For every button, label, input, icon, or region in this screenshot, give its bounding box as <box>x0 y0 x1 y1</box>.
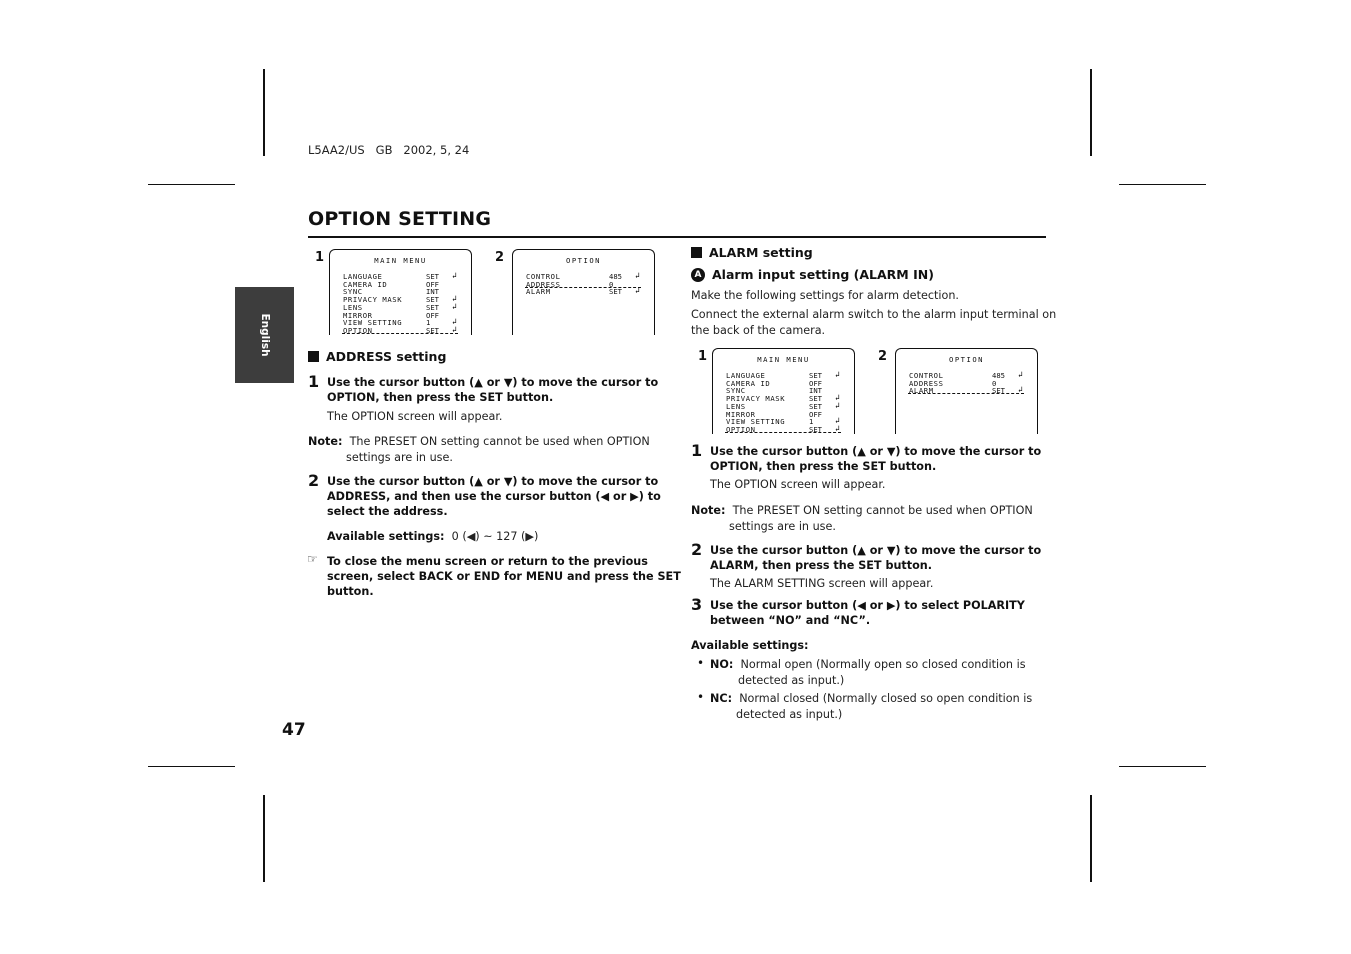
alarm-input-heading: A Alarm input setting (ALARM IN) <box>691 267 934 282</box>
screen-row-value: SET <box>809 371 822 380</box>
screen-row-value: SET <box>809 401 822 411</box>
screen-row-value: SET <box>426 272 439 281</box>
screen-row-label: CONTROL <box>526 272 561 281</box>
screen-row-value: OFF <box>426 279 439 289</box>
screen-row-label: CAMERA ID <box>726 378 771 388</box>
step-number: 2 <box>691 540 703 559</box>
crop-mark <box>263 69 265 156</box>
screen-row-label: LANGUAGE <box>726 371 766 380</box>
tip-text: To close the menu screen or return to the previous screen, select BACK or END for MENU and press the SET button. <box>327 555 681 598</box>
step-number: 1 <box>691 441 703 460</box>
cursor-highlight <box>725 423 841 433</box>
alarm-setting-heading: ALARM setting <box>691 245 813 260</box>
return-arrow-icon: ↲ <box>635 286 640 296</box>
screen-row-label: PRIVACY MASK <box>726 394 786 404</box>
screen-row-value: 485 <box>609 272 622 281</box>
step-number: 3 <box>691 595 703 614</box>
setting-option-nc: NC: Normal closed (Normally closed so open condition is detected as input.) <box>710 692 1033 721</box>
return-arrow-icon: ↲ <box>635 271 640 280</box>
crop-mark <box>148 766 235 767</box>
screen-row-label: CONTROL <box>909 371 944 380</box>
screen-row-value: SET <box>809 424 822 434</box>
pointing-hand-icon: ☞ <box>307 552 318 566</box>
main-menu-screen <box>712 348 855 434</box>
crop-mark <box>148 184 235 185</box>
page-number: 47 <box>282 720 306 740</box>
circled-a-icon: A <box>691 268 705 282</box>
option-screen-address <box>512 249 655 335</box>
screen-row-value: SET <box>609 287 622 297</box>
screen-row-label: ADDRESS <box>526 279 561 289</box>
screen-row-label: SYNC <box>343 287 363 297</box>
screen-row-value: OFF <box>426 310 439 320</box>
return-arrow-icon: ↲ <box>452 301 457 311</box>
screen-row-value: OFF <box>809 378 822 388</box>
return-arrow-icon: ↲ <box>835 416 840 426</box>
screen-row-value: 485 <box>992 371 1005 380</box>
return-arrow-icon: ↲ <box>835 393 840 403</box>
return-arrow-icon: ↲ <box>452 271 457 280</box>
screen-title: OPTION <box>566 256 601 265</box>
step-instruction: Use the cursor button (▲ or ▼) to move the cursor to OPTION, then press the SET button. <box>710 445 1042 473</box>
crop-mark <box>1119 766 1206 767</box>
screen-row-label: ALARM <box>526 287 551 297</box>
screen-row-value: INT <box>809 386 822 396</box>
screen-row-label: MIRROR <box>343 310 373 320</box>
cursor-highlight <box>342 324 458 334</box>
screen-row-label: ADDRESS <box>909 378 944 388</box>
step-instruction: Use the cursor button (◀ or ▶) to select POLARITY between “NO” and “NC”. <box>710 599 1025 627</box>
title-rule <box>308 236 1046 238</box>
step-result: The OPTION screen will appear. <box>710 478 886 491</box>
step-number: 1 <box>308 372 320 391</box>
available-settings: Available settings: 0 (◀) ~ 127 (▶) <box>327 530 539 543</box>
document-reference: L5AA2/US GB 2002, 5, 24 <box>308 143 470 157</box>
screen-title: MAIN MENU <box>757 355 810 364</box>
screen-row-value: INT <box>426 287 439 297</box>
page-title: OPTION SETTING <box>308 208 492 230</box>
note: Note: The PRESET ON setting cannot be used when OPTION settings are in use. <box>308 435 650 464</box>
main-menu-screen <box>329 249 472 335</box>
screen-row-value: SET <box>426 325 439 335</box>
crop-mark <box>263 795 265 882</box>
step-result: The OPTION screen will appear. <box>327 410 503 423</box>
screen-row-value: OFF <box>809 409 822 419</box>
screen-title: OPTION <box>949 355 984 364</box>
bullet-icon: • <box>697 656 705 670</box>
cursor-highlight <box>525 278 641 288</box>
return-arrow-icon: ↲ <box>1018 385 1023 395</box>
screen-row-value: SET <box>426 295 439 305</box>
screen-label: 1 <box>698 349 708 364</box>
screen-row-label: SYNC <box>726 386 746 396</box>
return-arrow-icon: ↲ <box>835 400 840 410</box>
screen-row-value: SET <box>992 386 1005 396</box>
screen-row-value: 1 <box>809 417 814 427</box>
return-arrow-icon: ↲ <box>452 294 457 304</box>
screen-label: 2 <box>495 250 505 265</box>
screen-row-label: CAMERA ID <box>343 279 388 289</box>
square-bullet-icon <box>308 351 319 362</box>
step-number: 2 <box>308 471 320 490</box>
address-setting-heading: ADDRESS setting <box>308 349 446 364</box>
screen-row-value: 0 <box>992 378 997 388</box>
crop-mark <box>1090 69 1092 156</box>
available-settings-label: Available settings: <box>691 639 809 652</box>
setting-option-no: NO: Normal open (Normally open so closed condition is detected as input.) <box>710 658 1026 687</box>
crop-mark <box>1119 184 1206 185</box>
screen-title: MAIN MENU <box>374 256 427 265</box>
intro-text: Connect the external alarm switch to the alarm input terminal on the back of the camera. <box>691 308 1057 337</box>
screen-label: 2 <box>878 349 888 364</box>
screen-row-value: SET <box>809 394 822 404</box>
return-arrow-icon: ↲ <box>452 324 457 334</box>
screen-row-value: 0 <box>609 279 614 289</box>
step-instruction: Use the cursor button (▲ or ▼) to move the cursor to ADDRESS, and then use the cursor button (◀ or ▶) to select the address. <box>327 475 661 518</box>
note: Note: The PRESET ON setting cannot be used when OPTION settings are in use. <box>691 504 1033 533</box>
return-arrow-icon: ↲ <box>835 370 840 379</box>
screen-row-label: OPTION <box>726 424 756 434</box>
step-result: The ALARM SETTING screen will appear. <box>710 577 934 590</box>
screen-row-label: VIEW SETTING <box>726 417 786 427</box>
return-arrow-icon: ↲ <box>452 317 457 327</box>
screen-row-label: OPTION <box>343 325 373 335</box>
option-screen-alarm <box>895 348 1038 434</box>
screen-row-label: LENS <box>343 302 363 312</box>
screen-row-label: MIRROR <box>726 409 756 419</box>
screen-row-label: LANGUAGE <box>343 272 383 281</box>
return-arrow-icon: ↲ <box>835 423 840 433</box>
square-bullet-icon <box>691 247 702 258</box>
language-tab <box>235 287 294 383</box>
screen-label: 1 <box>315 250 325 265</box>
screen-row-label: PRIVACY MASK <box>343 295 403 305</box>
screen-row-label: ALARM <box>909 386 934 396</box>
cursor-highlight <box>908 384 1024 394</box>
screen-row-value: 1 <box>426 318 431 328</box>
language-tab-label: English <box>258 313 271 357</box>
crop-mark <box>1090 795 1092 882</box>
step-instruction: Use the cursor button (▲ or ▼) to move the cursor to OPTION, then press the SET button. <box>327 376 659 404</box>
bullet-icon: • <box>697 690 705 704</box>
return-arrow-icon: ↲ <box>1018 370 1023 379</box>
screen-row-label: VIEW SETTING <box>343 318 403 328</box>
intro-text: Make the following settings for alarm detection. <box>691 289 959 302</box>
screen-row-value: SET <box>426 302 439 312</box>
step-instruction: Use the cursor button (▲ or ▼) to move the cursor to ALARM, then press the SET button. <box>710 544 1042 572</box>
screen-row-label: LENS <box>726 401 746 411</box>
